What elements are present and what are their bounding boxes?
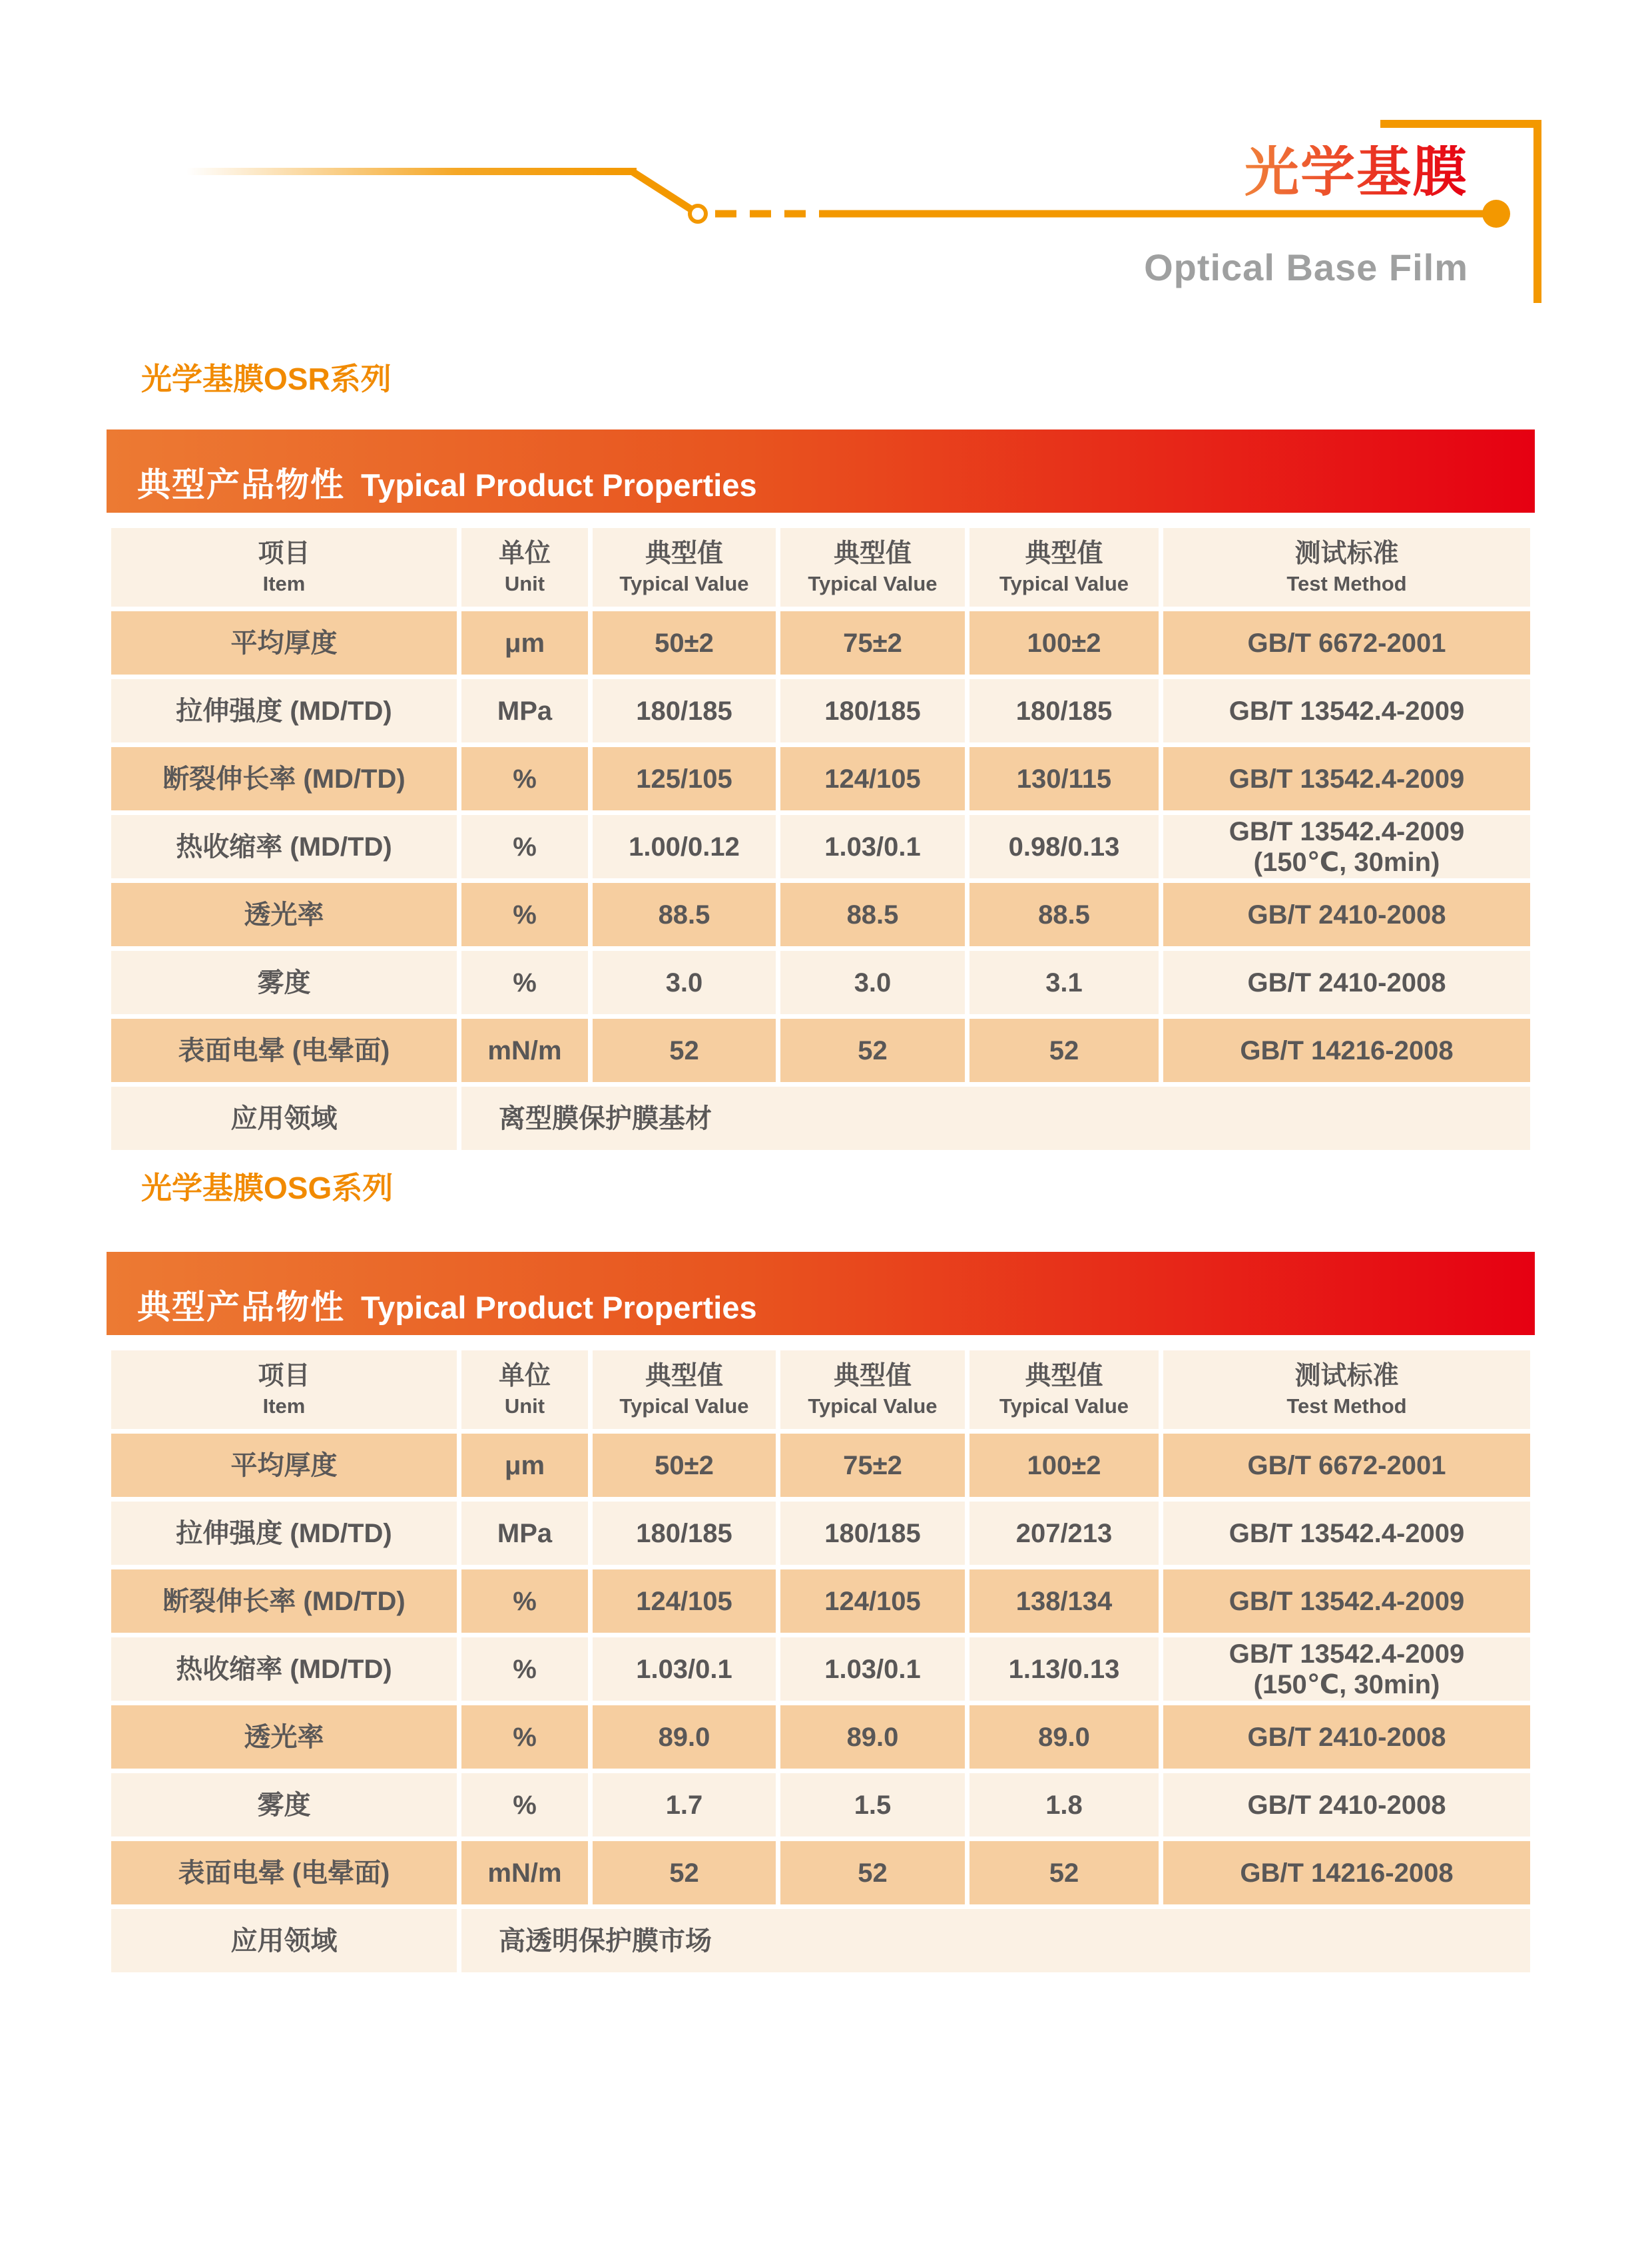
item-cell: 热收缩率 (MD/TD) bbox=[111, 1637, 457, 1701]
item-cell: 热收缩率 (MD/TD) bbox=[111, 815, 457, 878]
value-cell: 1.7 bbox=[593, 1773, 776, 1836]
item-cell: 平均厚度 bbox=[111, 611, 457, 675]
col-header-unit: 单位 Unit bbox=[461, 528, 588, 607]
series-title-osg: 光学基膜OSG系列 bbox=[141, 1171, 394, 1205]
value-cell: 100±2 bbox=[969, 611, 1159, 675]
value-cell: 52 bbox=[969, 1019, 1159, 1082]
properties-table-osg bbox=[107, 1346, 1535, 1977]
unit-cell: mN/m bbox=[461, 1019, 588, 1082]
item-cell: 拉伸强度 (MD/TD) bbox=[111, 679, 457, 742]
method-cell: GB/T 6672-2001 bbox=[1163, 1434, 1530, 1497]
method-cell: GB/T 13542.4-2009 bbox=[1163, 1502, 1530, 1565]
value-cell: 1.03/0.1 bbox=[593, 1637, 776, 1701]
page-title: 光学基膜 bbox=[1244, 142, 1468, 202]
value-cell: 52 bbox=[969, 1841, 1159, 1904]
method-cell: GB/T 2410-2008 bbox=[1163, 883, 1530, 946]
application-label-cell: 应用领域 bbox=[111, 1087, 457, 1150]
table-row bbox=[111, 679, 1530, 742]
method-cell: GB/T 13542.4-2009 (150℃, 30min) bbox=[1163, 1637, 1530, 1701]
band-title bbox=[107, 458, 757, 506]
unit-cell: % bbox=[461, 1637, 588, 1701]
dot-icon bbox=[1482, 200, 1510, 228]
item-cell: 透光率 bbox=[111, 883, 457, 946]
unit-cell: MPa bbox=[461, 1502, 588, 1565]
item-cell: 表面电晕 (电晕面) bbox=[111, 1841, 457, 1904]
unit-cell: % bbox=[461, 747, 588, 810]
col-header-method: 测试标准 Test Method bbox=[1163, 528, 1530, 607]
value-cell: 52 bbox=[593, 1841, 776, 1904]
value-cell: 124/105 bbox=[593, 1569, 776, 1633]
unit-cell: MPa bbox=[461, 679, 588, 742]
table-row bbox=[111, 1773, 1530, 1836]
series-title-osr: 光学基膜OSR系列 bbox=[141, 362, 392, 396]
table-row bbox=[111, 1569, 1530, 1633]
table-row bbox=[111, 1502, 1530, 1565]
value-cell: 1.8 bbox=[969, 1773, 1159, 1836]
table-row bbox=[111, 1705, 1530, 1769]
band-title-en: Typical Product Properties bbox=[361, 1289, 757, 1325]
application-value-cell: 高透明保护膜市场 bbox=[461, 1909, 1530, 1972]
col-header-item: 项目 Item bbox=[111, 1350, 457, 1429]
application-value-cell: 离型膜保护膜基材 bbox=[461, 1087, 1530, 1150]
table-row bbox=[111, 951, 1530, 1014]
properties-table-osr bbox=[107, 523, 1535, 1155]
method-cell: GB/T 13542.4-2009 (150℃, 30min) bbox=[1163, 815, 1530, 878]
value-cell: 180/185 bbox=[593, 679, 776, 742]
fade-line bbox=[186, 168, 637, 175]
value-cell: 3.0 bbox=[780, 951, 965, 1014]
col-header-unit: 单位 Unit bbox=[461, 1350, 588, 1429]
unit-cell: μm bbox=[461, 1434, 588, 1497]
value-cell: 130/115 bbox=[969, 747, 1159, 810]
value-cell: 1.03/0.1 bbox=[780, 815, 965, 878]
method-cell: GB/T 14216-2008 bbox=[1163, 1019, 1530, 1082]
item-cell: 拉伸强度 (MD/TD) bbox=[111, 1502, 457, 1565]
value-cell: 89.0 bbox=[780, 1705, 965, 1769]
application-row bbox=[111, 1909, 1530, 1972]
item-cell: 雾度 bbox=[111, 1773, 457, 1836]
page-subtitle: Optical Base Film bbox=[1144, 246, 1468, 288]
method-cell: GB/T 2410-2008 bbox=[1163, 1773, 1530, 1836]
col-header-typical-2: 典型值 Typical Value bbox=[780, 528, 965, 607]
value-cell: 88.5 bbox=[780, 883, 965, 946]
table-row bbox=[111, 1434, 1530, 1497]
value-cell: 180/185 bbox=[969, 679, 1159, 742]
item-cell: 断裂伸长率 (MD/TD) bbox=[111, 747, 457, 810]
unit-cell: % bbox=[461, 815, 588, 878]
application-label-cell: 应用领域 bbox=[111, 1909, 457, 1972]
band-title bbox=[107, 1280, 757, 1328]
application-row bbox=[111, 1087, 1530, 1150]
method-cell: GB/T 13542.4-2009 bbox=[1163, 747, 1530, 810]
value-cell: 3.1 bbox=[969, 951, 1159, 1014]
table-row bbox=[111, 1637, 1530, 1701]
value-cell: 180/185 bbox=[780, 679, 965, 742]
value-cell: 52 bbox=[780, 1019, 965, 1082]
value-cell: 180/185 bbox=[780, 1502, 965, 1565]
section-band-osr bbox=[107, 429, 1535, 513]
band-title-cn: 典型产品物性 bbox=[137, 1288, 345, 1326]
unit-cell: % bbox=[461, 883, 588, 946]
method-cell: GB/T 13542.4-2009 bbox=[1163, 1569, 1530, 1633]
value-cell: 50±2 bbox=[593, 1434, 776, 1497]
value-cell: 1.00/0.12 bbox=[593, 815, 776, 878]
diagonal-line bbox=[633, 172, 694, 211]
value-cell: 124/105 bbox=[780, 1569, 965, 1633]
col-header-typical-1: 典型值 Typical Value bbox=[593, 1350, 776, 1429]
table-row bbox=[111, 815, 1530, 878]
unit-cell: mN/m bbox=[461, 1841, 588, 1904]
table-row bbox=[111, 1841, 1530, 1904]
item-cell: 表面电晕 (电晕面) bbox=[111, 1019, 457, 1082]
table-row bbox=[111, 747, 1530, 810]
col-header-typical-3: 典型值 Typical Value bbox=[969, 528, 1159, 607]
ring-icon bbox=[690, 206, 706, 222]
unit-cell: % bbox=[461, 1569, 588, 1633]
value-cell: 125/105 bbox=[593, 747, 776, 810]
band-title-cn: 典型产品物性 bbox=[137, 465, 345, 503]
unit-cell: % bbox=[461, 1773, 588, 1836]
unit-cell: % bbox=[461, 951, 588, 1014]
item-cell: 透光率 bbox=[111, 1705, 457, 1769]
col-header-typical-3: 典型值 Typical Value bbox=[969, 1350, 1159, 1429]
method-cell: GB/T 6672-2001 bbox=[1163, 611, 1530, 675]
method-cell: GB/T 2410-2008 bbox=[1163, 951, 1530, 1014]
value-cell: 88.5 bbox=[593, 883, 776, 946]
table-header-row bbox=[111, 1350, 1530, 1429]
table-row bbox=[111, 611, 1530, 675]
value-cell: 52 bbox=[780, 1841, 965, 1904]
value-cell: 100±2 bbox=[969, 1434, 1159, 1497]
value-cell: 0.98/0.13 bbox=[969, 815, 1159, 878]
value-cell: 89.0 bbox=[593, 1705, 776, 1769]
value-cell: 88.5 bbox=[969, 883, 1159, 946]
value-cell: 1.03/0.1 bbox=[780, 1637, 965, 1701]
value-cell: 1.5 bbox=[780, 1773, 965, 1836]
table-row bbox=[111, 1019, 1530, 1082]
value-cell: 207/213 bbox=[969, 1502, 1159, 1565]
item-cell: 雾度 bbox=[111, 951, 457, 1014]
col-header-item: 项目 Item bbox=[111, 528, 457, 607]
method-cell: GB/T 2410-2008 bbox=[1163, 1705, 1530, 1769]
value-cell: 3.0 bbox=[593, 951, 776, 1014]
value-cell: 124/105 bbox=[780, 747, 965, 810]
value-cell: 89.0 bbox=[969, 1705, 1159, 1769]
unit-cell: μm bbox=[461, 611, 588, 675]
item-cell: 平均厚度 bbox=[111, 1434, 457, 1497]
value-cell: 52 bbox=[593, 1019, 776, 1082]
col-header-method: 测试标准 Test Method bbox=[1163, 1350, 1530, 1429]
value-cell: 180/185 bbox=[593, 1502, 776, 1565]
section-band-osg bbox=[107, 1252, 1535, 1335]
table-header-row bbox=[111, 528, 1530, 607]
col-header-typical-2: 典型值 Typical Value bbox=[780, 1350, 965, 1429]
method-cell: GB/T 14216-2008 bbox=[1163, 1841, 1530, 1904]
value-cell: 50±2 bbox=[593, 611, 776, 675]
unit-cell: % bbox=[461, 1705, 588, 1769]
band-title-en: Typical Product Properties bbox=[361, 467, 757, 503]
col-header-typical-1: 典型值 Typical Value bbox=[593, 528, 776, 607]
value-cell: 75±2 bbox=[780, 611, 965, 675]
table-row bbox=[111, 883, 1530, 946]
value-cell: 75±2 bbox=[780, 1434, 965, 1497]
value-cell: 138/134 bbox=[969, 1569, 1159, 1633]
value-cell: 1.13/0.13 bbox=[969, 1637, 1159, 1701]
method-cell: GB/T 13542.4-2009 bbox=[1163, 679, 1530, 742]
item-cell: 断裂伸长率 (MD/TD) bbox=[111, 1569, 457, 1633]
